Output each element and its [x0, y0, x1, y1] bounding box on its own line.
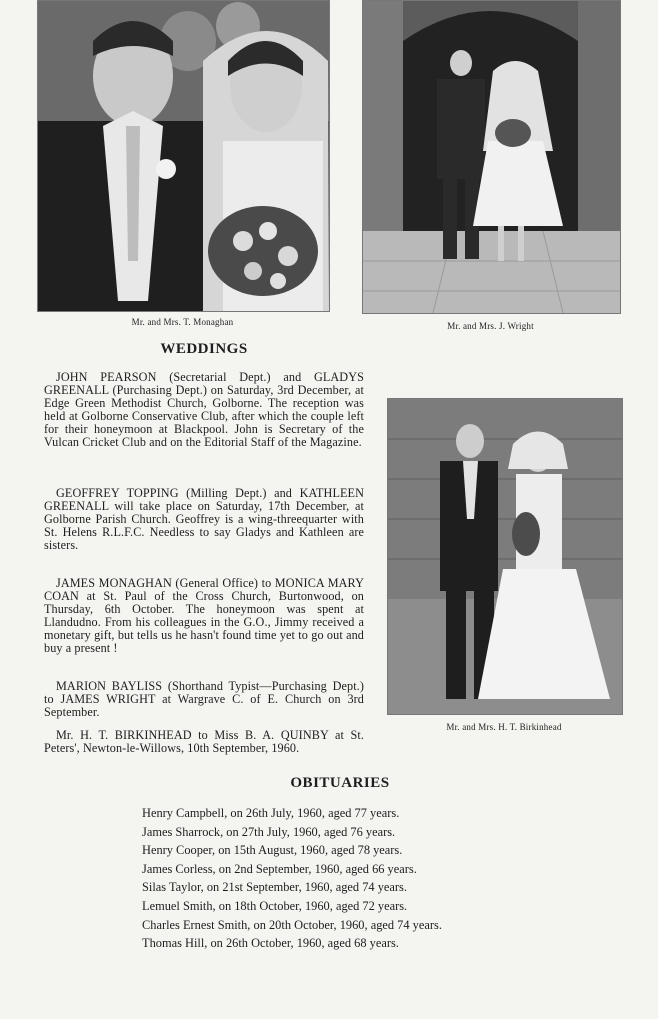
wedding-entry-bayliss: MARION BAYLISS (Shorthand Typist—Purchasing Dept.) to JAMES WRIGHT at Wargrave C. of E. Church on 3rd September. [44, 679, 364, 720]
obituary-item: Charles Ernest Smith, on 20th October, 1960, aged 74 years. [142, 917, 442, 932]
obituary-item: Henry Campbell, on 26th July, 1960, aged 77 years. [142, 806, 400, 820]
wedding-entry-birkinhead: Mr. H. T. BIRKINHEAD to Miss B. A. QUINBY at St. Peters', Newton-le-Willows, 10th September, 1960. [44, 728, 364, 756]
photo-caption-monaghan: Mr. and Mrs. T. Monaghan [131, 317, 234, 327]
obituary-item: James Corless, on 2nd September, 1960, aged 66 years. [142, 861, 417, 876]
wedding-entry-pearson: JOHN PEARSON (Secretarial Dept.) and GLADYS GREENALL (Purchasing Dept.) on Saturday, 3rd December, at Edge Green Methodist Church, Golborne. The reception was held at Golborne Conservative Club, after which the couple left for their honeymoon at Blackpool. John is Secretary of the Vulcan Cricket Club and on the Editorial Staff of the Magazine. [44, 370, 364, 450]
wedding-entry-monaghan: JAMES MONAGHAN (General Office) to MONICA MARY COAN at St. Paul of the Cross Church, Burtonwood, on Thursday, 6th October. The honeymoon was spent at Llandudno. From his colleagues in the G.O., Jimmy received a monetary gift, but tells us he hasn't found time yet to go out and buy a present ! [44, 576, 364, 656]
photo-birkinhead [387, 398, 623, 715]
wedding-entry-topping: GEOFFREY TOPPING (Milling Dept.) and KATHLEEN GREENALL will take place on Saturday, 17th December, at Golborne Parish Church. Geoffrey is a wing-threequarter with St. Helens R.L.F.C. Needless to say Gladys and Kathleen are sisters. [44, 486, 364, 553]
photo-monaghan [37, 0, 330, 312]
photo-wright [362, 0, 621, 314]
photo-caption-birkinhead: Mr. and Mrs. H. T. Birkinhead [446, 722, 562, 732]
obituaries-heading: OBITUARIES [290, 775, 390, 791]
obituary-item: Henry Cooper, on 15th August, 1960, aged 78 years. [142, 843, 403, 858]
obituary-item: James Sharrock, on 27th July, 1960, aged 76 years. [142, 824, 396, 839]
obituary-item: Thomas Hill, on 26th October, 1960, aged 68 years. [142, 936, 399, 951]
obituary-item: Silas Taylor, on 21st September, 1960, aged 74 years. [142, 880, 407, 895]
photo-caption-wright: Mr. and Mrs. J. Wright [447, 321, 534, 331]
obituaries-list [142, 804, 562, 953]
obituary-item: Lemuel Smith, on 18th October, 1960, aged 72 years. [142, 898, 408, 913]
weddings-heading: WEDDINGS [160, 341, 248, 357]
